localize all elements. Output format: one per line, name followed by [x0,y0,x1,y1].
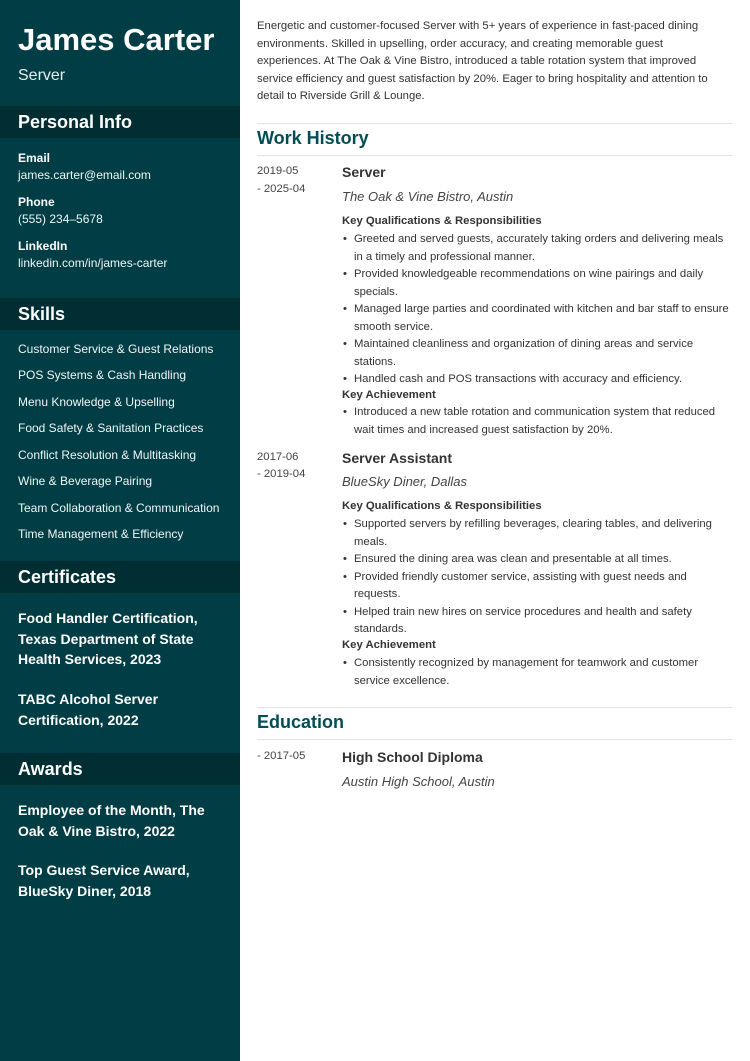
phone-label: Phone [18,195,55,209]
award-item: Employee of the Month, The Oak & Vine Bistro, 2022 [18,802,205,839]
list-item: • Provided knowledgeable recommendations on wine pairings and daily specials. [342,266,734,301]
qualifications-heading: Key Qualifications & Responsibilities [342,215,542,227]
work-history-title: Work History [257,128,369,148]
list-item: • Supported servers by refilling beverages, clearing tables, and delivering meals. [342,516,734,551]
list-item: • Maintained cleanliness and organization of dining areas and service stations. [342,336,734,371]
candidate-name: James Carter [18,22,215,57]
personal-info-title: Personal Info [18,112,133,132]
skill-item: Wine & Beverage Pairing [18,474,153,488]
education-degree: High School Diploma [342,749,483,765]
main-content [240,0,750,1061]
job-date-end: - 2025-04 [257,183,306,195]
skill-item: Conflict Resolution & Multitasking [18,448,197,462]
section-divider [257,155,732,156]
list-item: • Greeted and served guests, accurately taking orders and delivering meals in a timely and professional manner. [342,231,734,266]
education-title: Education [257,712,345,732]
email-value[interactable]: james.carter@email.com [18,168,151,182]
job-title: Server Assistant [342,450,452,466]
phone-value[interactable]: (555) 234–5678 [18,212,103,226]
certificate-item: Food Handler Certification, Texas Department of State Health Services, 2023 [18,610,198,667]
awards-title: Awards [18,759,83,779]
skill-item: Menu Knowledge & Upselling [18,395,175,409]
section-divider [257,739,732,740]
personal-info-header [0,106,240,138]
job-date-end: - 2019-04 [257,468,306,480]
education-date: - 2017-05 [257,750,306,762]
job-date-start: 2019-05 [257,165,299,177]
list-item: • Helped train new hires on service procedures and health and safety standards. [342,604,734,639]
skills-title: Skills [18,304,66,324]
linkedin-value[interactable]: linkedin.com/in/james-carter [18,256,168,270]
job-title: Server [342,164,386,180]
skill-item: Customer Service & Guest Relations [18,342,214,356]
section-divider [257,123,732,124]
skill-item: Team Collaboration & Communication [18,501,220,515]
certificate-item: TABC Alcohol Server Certification, 2022 [18,691,159,728]
certificates-header [0,561,240,593]
award-item: Top Guest Service Award, BlueSky Diner, 2018 [18,862,190,899]
email-label: Email [18,151,51,165]
skill-item: Time Management & Efficiency [18,527,184,541]
linkedin-label: LinkedIn [18,239,68,253]
job-company: The Oak & Vine Bistro, Austin [342,189,514,204]
skill-item: POS Systems & Cash Handling [18,368,187,382]
section-divider [257,707,732,708]
responsibilities-list [342,231,734,389]
achievement-heading: Key Achievement [342,389,436,401]
list-item: • Ensured the dining area was clean and presentable at all times. [342,551,734,569]
certificates-title: Certificates [18,567,117,587]
list-item: • Provided friendly customer service, assisting with guest needs and requests. [342,569,734,604]
achievement-heading: Key Achievement [342,639,436,651]
sidebar [0,0,240,1061]
list-item: • Consistently recognized by management for teamwork and customer service excellence. [342,655,734,690]
responsibilities-list [342,516,734,639]
candidate-role: Server [18,67,66,84]
list-item: • Introduced a new table rotation and communication system that reduced wait times and increased guest satisfaction by 20%. [342,404,734,439]
qualifications-heading: Key Qualifications & Responsibilities [342,500,542,512]
skills-header [0,298,240,330]
job-company: BlueSky Diner, Dallas [342,474,467,489]
education-school: Austin High School, Austin [342,774,495,789]
achievements-list [342,404,734,439]
list-item: • Managed large parties and coordinated with kitchen and bar staff to ensure smooth service. [342,301,734,336]
achievements-list [342,655,734,690]
list-item: • Handled cash and POS transactions with accuracy and efficiency. [342,371,734,389]
skill-item: Food Safety & Sanitation Practices [18,421,204,435]
profile-summary: Energetic and customer-focused Server with 5+ years of experience in fast-paced dining environments. Skilled in upselling, order accuracy, and creating memorable guest experiences. At The Oak & Vine Bistro, introduced a table rotation system that improved service efficiency and guest satisfaction by 20%. Eager to bring hospitality and attention to detail to Riverside Grill & Lounge. [257,20,708,102]
awards-header [0,753,240,785]
job-date-start: 2017-06 [257,451,299,463]
